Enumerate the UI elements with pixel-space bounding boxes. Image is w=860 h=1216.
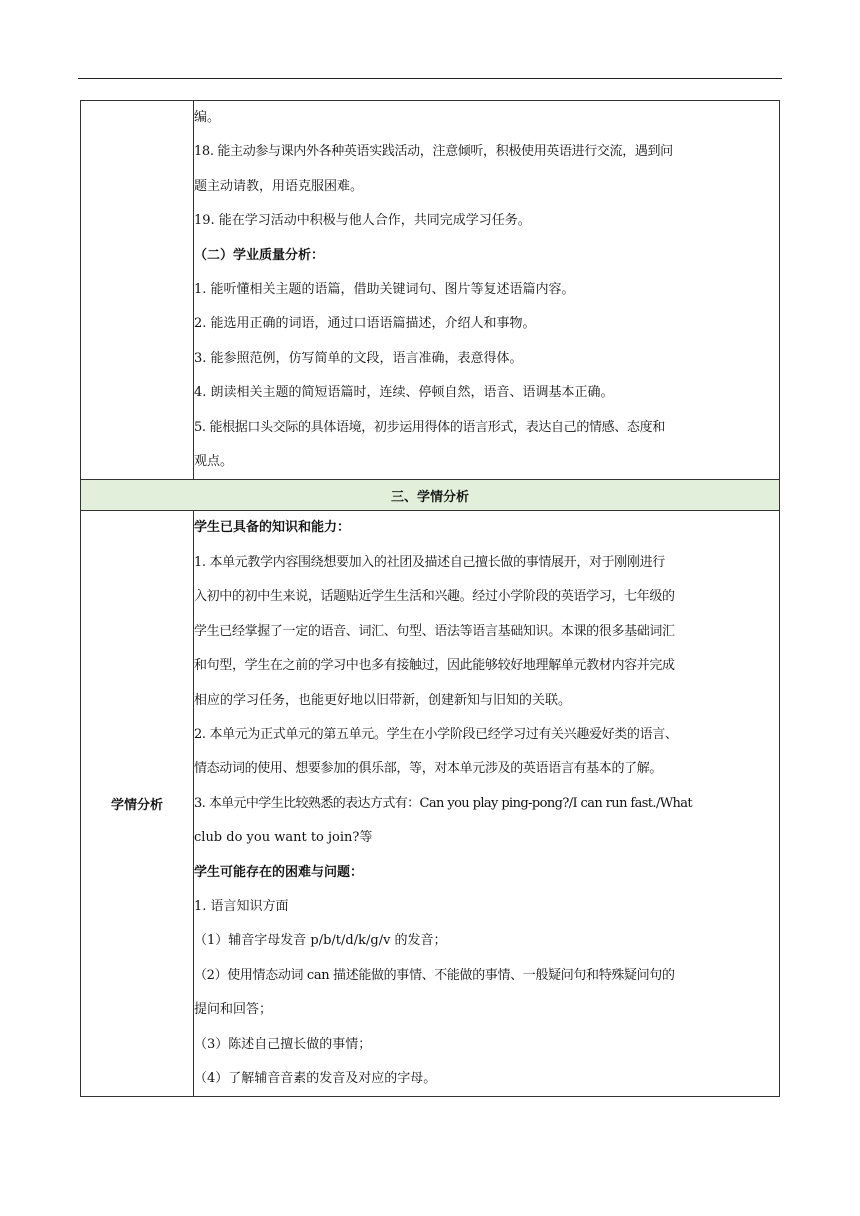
row-label: 学情分析 (81, 511, 194, 1097)
known-line: club do you want to join?等 (194, 830, 373, 846)
difficulty-heading: 学生可能存在的困难与问题： (194, 864, 364, 880)
known-heading: 学生已具备的知识和能力： (194, 520, 351, 536)
header-rule (78, 78, 782, 79)
empty-label-cell (81, 101, 194, 480)
lesson-plan-table (80, 100, 780, 1097)
difficulty-line: （2）使用情态动词 can 描述能做的事情、不能做的事情、一般疑问句和特殊疑问句的 (194, 967, 675, 983)
difficulty-line: 1. 语言知识方面 (194, 898, 289, 914)
quality-item: 观点。 (194, 454, 234, 470)
objective-line: 编。 (194, 110, 221, 125)
difficulty-line: 提问和回答； (194, 1002, 273, 1018)
objective-line: 题主动请教，用语克服困难。 (194, 178, 364, 194)
known-line: 情态动词的使用、想要参加的俱乐部，等，对本单元涉及的英语语言有基本的了解。 (194, 761, 663, 777)
learner-analysis-row (81, 511, 780, 1097)
known-line: 学生已经掌握了一定的语音、词汇、句型、语法等语言基础知识。本课的很多基础词汇 (194, 623, 675, 639)
quality-subheading: （二）学业质量分析： (194, 247, 325, 263)
objective-line: 19. 能在学习活动中积极与他人合作，共同完成学习任务。 (194, 213, 531, 229)
learner-analysis-content (194, 511, 780, 1097)
objective-line: 18. 能主动参与课内外各种英语实践活动，注意倾听，积极使用英语进行交流，遇到问 (194, 144, 673, 160)
known-line: 入初中的初中生来说，话题贴近学生生活和兴趣。经过小学阶段的英语学习，七年级的 (194, 589, 675, 605)
section-band-row (81, 480, 780, 511)
objectives-continued-row (81, 101, 780, 480)
known-line: 2. 本单元为正式单元的第五单元。学生在小学阶段已经学习过有关兴趣爱好类的语言、 (194, 726, 678, 742)
known-line: 相应的学习任务，也能更好地以旧带新，创建新知与旧知的关联。 (194, 692, 572, 708)
known-line: 1. 本单元教学内容围绕想要加入的社团及描述自己擅长做的事情展开，对于刚刚进行 (194, 554, 665, 570)
objectives-content-cell (194, 101, 780, 480)
quality-item: 3. 能参照范例，仿写简单的文段，语言准确，表意得体。 (194, 350, 523, 366)
quality-item: 1. 能听懂相关主题的语篇，借助关键词句、图片等复述语篇内容。 (194, 282, 575, 298)
quality-item: 5. 能根据口头交际的具体语境，初步运用得体的语言形式，表达自己的情感、态度和 (194, 419, 665, 435)
difficulty-line: （4）了解辅音音素的发音及对应的字母。 (194, 1070, 437, 1086)
quality-item: 4. 朗读相关主题的简短语篇时，连续、停顿自然，语音、语调基本正确。 (194, 385, 614, 401)
known-line: 3. 本单元中学生比较熟悉的表达方式有：Can you play ping-pong?/I can run fast./What (194, 795, 693, 811)
difficulty-line: （1）辅音字母发音 p/b/t/d/k/g/v 的发音； (194, 933, 447, 949)
quality-item: 2. 能选用正确的词语，通过口语语篇描述，介绍人和事物。 (194, 316, 536, 332)
known-line: 和句型，学生在之前的学习中也多有接触过，因此能够较好地理解单元教材内容并完成 (194, 658, 675, 674)
section-title: 三、学情分析 (81, 480, 780, 511)
difficulty-line: （3）陈述自己擅长做的事情； (194, 1036, 372, 1052)
